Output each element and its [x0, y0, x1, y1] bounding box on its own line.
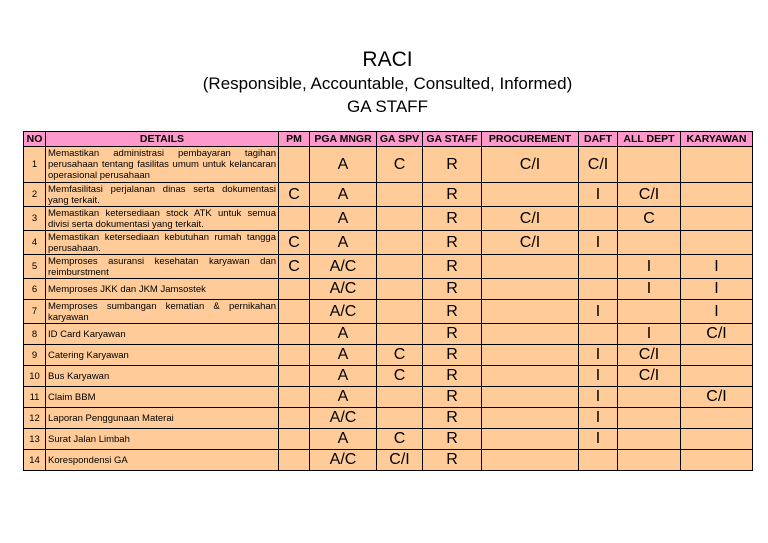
- column-header: GA STAFF: [423, 132, 482, 147]
- cell-pm: [279, 147, 310, 183]
- document-title: RACI: [362, 48, 413, 71]
- cell-ga-staff: R: [423, 366, 482, 387]
- column-header: PROCUREMENT: [482, 132, 579, 147]
- column-header: ALL DEPT: [618, 132, 681, 147]
- cell-ga-staff: R: [423, 279, 482, 300]
- cell-all-dept: I: [618, 279, 681, 300]
- cell-all-dept: [618, 147, 681, 183]
- cell-pga-mngr: A/C: [310, 408, 377, 429]
- cell-ga-spv: C: [377, 429, 423, 450]
- cell-all-dept: C: [618, 207, 681, 231]
- cell-pm: [279, 450, 310, 471]
- table-header-row: [24, 132, 753, 147]
- row-details: Memastikan ketersediaan stock ATK untuk semua divisi serta dokumentasi yang terkait.: [46, 207, 279, 231]
- cell-daft: I: [579, 231, 618, 255]
- table-row: [24, 429, 753, 450]
- column-header: PGA MNGR: [310, 132, 377, 147]
- column-header: DAFT: [579, 132, 618, 147]
- row-details: ID Card Karyawan: [46, 324, 279, 345]
- cell-ga-staff: R: [423, 429, 482, 450]
- cell-procurement: [482, 300, 579, 324]
- row-details: Memastikan ketersediaan kebutuhan rumah tangga perusahaan.: [46, 231, 279, 255]
- cell-karyawan: [681, 345, 753, 366]
- cell-pm: [279, 429, 310, 450]
- cell-all-dept: [618, 387, 681, 408]
- cell-daft: I: [579, 183, 618, 207]
- row-number: 10: [24, 366, 46, 387]
- table-row: [24, 279, 753, 300]
- cell-pga-mngr: A/C: [310, 279, 377, 300]
- table-row: [24, 300, 753, 324]
- table-row: [24, 366, 753, 387]
- cell-ga-spv: [377, 279, 423, 300]
- cell-pm: C: [279, 255, 310, 279]
- cell-all-dept: [618, 231, 681, 255]
- table-row: [24, 450, 753, 471]
- table-row: [24, 147, 753, 183]
- row-number: 11: [24, 387, 46, 408]
- table-row: [24, 387, 753, 408]
- table-row: [24, 345, 753, 366]
- cell-all-dept: C/I: [618, 345, 681, 366]
- table-row: [24, 408, 753, 429]
- cell-daft: I: [579, 387, 618, 408]
- column-header: KARYAWAN: [681, 132, 753, 147]
- cell-ga-staff: R: [423, 255, 482, 279]
- cell-ga-spv: [377, 207, 423, 231]
- column-header: GA SPV: [377, 132, 423, 147]
- cell-daft: I: [579, 345, 618, 366]
- row-details: Claim BBM: [46, 387, 279, 408]
- row-number: 2: [24, 183, 46, 207]
- cell-procurement: [482, 366, 579, 387]
- cell-pga-mngr: A: [310, 366, 377, 387]
- cell-daft: I: [579, 408, 618, 429]
- cell-ga-staff: R: [423, 408, 482, 429]
- cell-karyawan: I: [681, 300, 753, 324]
- cell-ga-staff: R: [423, 387, 482, 408]
- cell-daft: [579, 279, 618, 300]
- row-details: Laporan Penggunaan Materai: [46, 408, 279, 429]
- cell-all-dept: C/I: [618, 366, 681, 387]
- row-details: Catering Karyawan: [46, 345, 279, 366]
- cell-procurement: [482, 183, 579, 207]
- row-number: 12: [24, 408, 46, 429]
- cell-pm: [279, 408, 310, 429]
- cell-ga-spv: [377, 183, 423, 207]
- cell-procurement: [482, 450, 579, 471]
- row-number: 1: [24, 147, 46, 183]
- cell-all-dept: [618, 300, 681, 324]
- table-row: [24, 324, 753, 345]
- cell-pm: [279, 324, 310, 345]
- cell-all-dept: I: [618, 255, 681, 279]
- row-details: Memproses asuransi kesehatan karyawan dan reimburstment: [46, 255, 279, 279]
- cell-pm: [279, 207, 310, 231]
- cell-karyawan: [681, 450, 753, 471]
- cell-karyawan: [681, 408, 753, 429]
- row-details: Memproses sumbangan kematian & pernikahan karyawan: [46, 300, 279, 324]
- table-row: [24, 183, 753, 207]
- cell-all-dept: [618, 408, 681, 429]
- cell-ga-spv: C: [377, 345, 423, 366]
- cell-karyawan: [681, 429, 753, 450]
- cell-ga-spv: [377, 231, 423, 255]
- cell-pga-mngr: A: [310, 429, 377, 450]
- cell-ga-spv: [377, 408, 423, 429]
- cell-procurement: [482, 387, 579, 408]
- cell-karyawan: I: [681, 279, 753, 300]
- cell-ga-spv: [377, 387, 423, 408]
- cell-karyawan: [681, 231, 753, 255]
- row-number: 7: [24, 300, 46, 324]
- cell-procurement: [482, 255, 579, 279]
- cell-karyawan: [681, 183, 753, 207]
- row-number: 6: [24, 279, 46, 300]
- cell-daft: [579, 255, 618, 279]
- cell-pm: [279, 279, 310, 300]
- row-number: 14: [24, 450, 46, 471]
- cell-ga-spv: [377, 324, 423, 345]
- cell-procurement: C/I: [482, 207, 579, 231]
- cell-ga-staff: R: [423, 147, 482, 183]
- cell-procurement: [482, 279, 579, 300]
- cell-all-dept: I: [618, 324, 681, 345]
- row-number: 3: [24, 207, 46, 231]
- cell-pga-mngr: A: [310, 387, 377, 408]
- cell-all-dept: [618, 429, 681, 450]
- cell-ga-spv: [377, 255, 423, 279]
- cell-ga-staff: R: [423, 450, 482, 471]
- cell-ga-staff: R: [423, 183, 482, 207]
- row-details: Korespondensi GA: [46, 450, 279, 471]
- cell-pga-mngr: A/C: [310, 300, 377, 324]
- cell-all-dept: C/I: [618, 183, 681, 207]
- column-header: DETAILS: [46, 132, 279, 147]
- column-header: NO: [24, 132, 46, 147]
- row-details: Surat Jalan Limbah: [46, 429, 279, 450]
- cell-pm: [279, 366, 310, 387]
- row-number: 4: [24, 231, 46, 255]
- row-number: 9: [24, 345, 46, 366]
- cell-pm: [279, 300, 310, 324]
- cell-daft: I: [579, 429, 618, 450]
- row-number: 8: [24, 324, 46, 345]
- document-subtitle: (Responsible, Accountable, Consulted, Informed): [202, 74, 573, 93]
- cell-ga-spv: C: [377, 147, 423, 183]
- cell-karyawan: C/I: [681, 387, 753, 408]
- row-details: Memfasilitasi perjalanan dinas serta dokumentasi yang terkait.: [46, 183, 279, 207]
- cell-daft: C/I: [579, 147, 618, 183]
- cell-ga-spv: [377, 300, 423, 324]
- cell-pm: [279, 387, 310, 408]
- raci-table: [23, 131, 753, 471]
- row-number: 13: [24, 429, 46, 450]
- table-body: [24, 147, 753, 471]
- cell-ga-staff: R: [423, 231, 482, 255]
- cell-daft: I: [579, 366, 618, 387]
- section-title: GA STAFF: [347, 97, 428, 116]
- cell-procurement: [482, 345, 579, 366]
- cell-karyawan: I: [681, 255, 753, 279]
- cell-pga-mngr: A: [310, 183, 377, 207]
- cell-pm: C: [279, 231, 310, 255]
- cell-daft: [579, 207, 618, 231]
- cell-ga-staff: R: [423, 300, 482, 324]
- cell-daft: [579, 450, 618, 471]
- cell-daft: I: [579, 300, 618, 324]
- cell-ga-staff: R: [423, 345, 482, 366]
- table-row: [24, 231, 753, 255]
- cell-procurement: [482, 429, 579, 450]
- cell-ga-staff: R: [423, 324, 482, 345]
- cell-pga-mngr: A/C: [310, 450, 377, 471]
- cell-ga-spv: C: [377, 366, 423, 387]
- cell-karyawan: C/I: [681, 324, 753, 345]
- row-details: Memproses JKK dan JKM Jamsostek: [46, 279, 279, 300]
- cell-pga-mngr: A: [310, 207, 377, 231]
- cell-all-dept: [618, 450, 681, 471]
- cell-pga-mngr: A/C: [310, 255, 377, 279]
- cell-pga-mngr: A: [310, 345, 377, 366]
- cell-pm: [279, 345, 310, 366]
- cell-procurement: C/I: [482, 231, 579, 255]
- table-row: [24, 207, 753, 231]
- row-details: Bus Karyawan: [46, 366, 279, 387]
- cell-pga-mngr: A: [310, 147, 377, 183]
- cell-ga-staff: R: [423, 207, 482, 231]
- cell-pm: C: [279, 183, 310, 207]
- row-details: Memastikan administrasi pembayaran tagihan perusahaan tentang fasilitas umum untuk kelancaran operasional perusahaan: [46, 147, 279, 183]
- title-block: [0, 47, 768, 118]
- cell-karyawan: [681, 366, 753, 387]
- cell-ga-spv: C/I: [377, 450, 423, 471]
- cell-procurement: C/I: [482, 147, 579, 183]
- cell-pga-mngr: A: [310, 324, 377, 345]
- cell-procurement: [482, 408, 579, 429]
- table-row: [24, 255, 753, 279]
- cell-karyawan: [681, 207, 753, 231]
- cell-pga-mngr: A: [310, 231, 377, 255]
- row-number: 5: [24, 255, 46, 279]
- cell-daft: [579, 324, 618, 345]
- column-header: PM: [279, 132, 310, 147]
- cell-procurement: [482, 324, 579, 345]
- cell-karyawan: [681, 147, 753, 183]
